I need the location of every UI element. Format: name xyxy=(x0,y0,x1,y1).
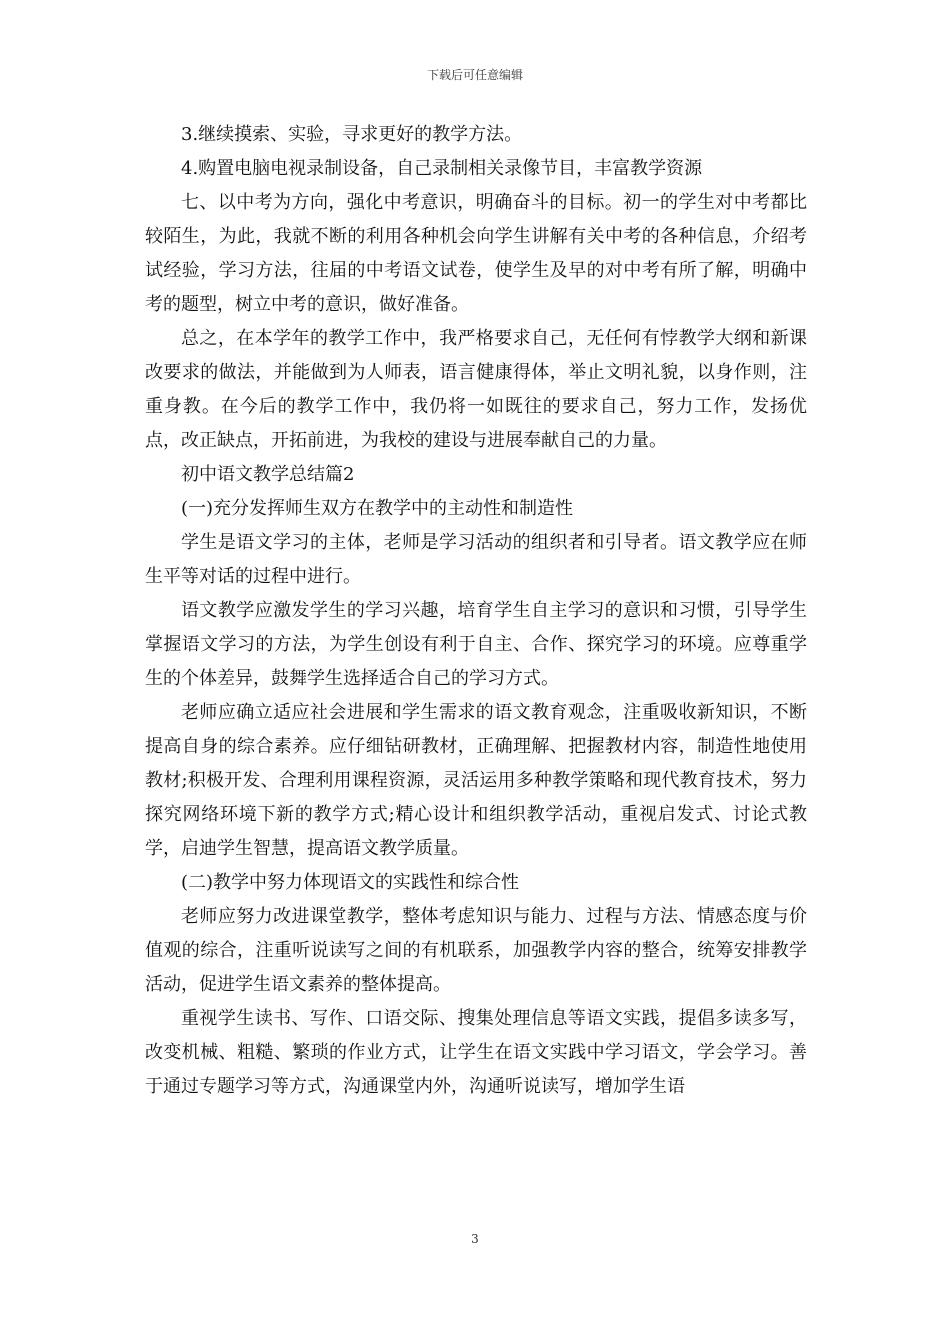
subsection-heading: (一)充分发挥师生双方在教学中的主动性和制造性 xyxy=(181,498,574,519)
paragraph: 老师应确立适应社会进展和学生需求的语文教育观念，注重吸收新知识，不断提高自身的综合素养。应仔细钻研教材，正确理解、把握教材内容，制造性地使用教材;积极开发、合理利用课程资源，灵活运用多种教学策略和现代教育技术，努力探究网络环境下新的教学方式;精心设计和组织教学活动，重视启发式、讨论式教学，启迪学生智慧，提高语文教学质量。 xyxy=(145,702,807,859)
section-title: 初中语文教学总结篇2 xyxy=(181,464,355,485)
paragraph: 3.继续摸索、实验，寻求更好的教学方法。 xyxy=(181,124,523,145)
paragraph: 七、以中考为方向，强化中考意识，明确奋斗的目标。初一的学生对中考都比较陌生，为此，我就不断的利用各种机会向学生讲解有关中考的各种信息，介绍考试经验，学习方法，往届的中考语文试卷，使学生及早的对中考有所了解，明确中考的题型，树立中考的意识，做好准备。 xyxy=(145,192,807,315)
paragraph: 语文教学应激发学生的学习兴趣，培育学生自主学习的意识和习惯，引导学生掌握语文学习的方法，为学生创设有利于自主、合作、探究学习的环境。应尊重学生的个体差异，鼓舞学生选择适合自己的学习方式。 xyxy=(145,600,807,689)
page-header: 下载后可任意编辑 xyxy=(426,68,523,82)
paragraph: 老师应努力改进课堂教学，整体考虑知识与能力、过程与方法、情感态度与价值观的综合，注重听说读写之间的有机联系，加强教学内容的整合，统筹安排教学活动，促进学生语文素养的整体提高。 xyxy=(145,906,807,995)
paragraph: 总之，在本学年的教学工作中，我严格要求自己，无任何有悖教学大纲和新课改要求的做法，并能做到为人师表，语言健康得体，举止文明礼貌，以身作则，注重身教。在今后的教学工作中，我仍将一如既往的要求自己，努力工作，发扬优点，改正缺点，开拓前进，为我校的建设与进展奉献自己的力量。 xyxy=(145,328,807,451)
paragraph: 学生是语文学习的主体，老师是学习活动的组织者和引导者。语文教学应在师生平等对话的过程中进行。 xyxy=(145,532,807,587)
subsection-heading: (二)教学中努力体现语文的实践性和综合性 xyxy=(181,872,520,893)
page-number: 3 xyxy=(471,1232,479,1246)
document-body xyxy=(145,118,807,1104)
paragraph: 重视学生读书、写作、口语交际、搜集处理信息等语文实践，提倡多读多写，改变机械、粗糙、繁琐的作业方式，让学生在语文实践中学习语文，学会学习。善于通过专题学习等方式，沟通课堂内外，沟通听说读写，增加学生语 xyxy=(145,1008,807,1097)
paragraph: 4.购置电脑电视录制设备，自己录制相关录像节目，丰富教学资源 xyxy=(181,158,703,179)
